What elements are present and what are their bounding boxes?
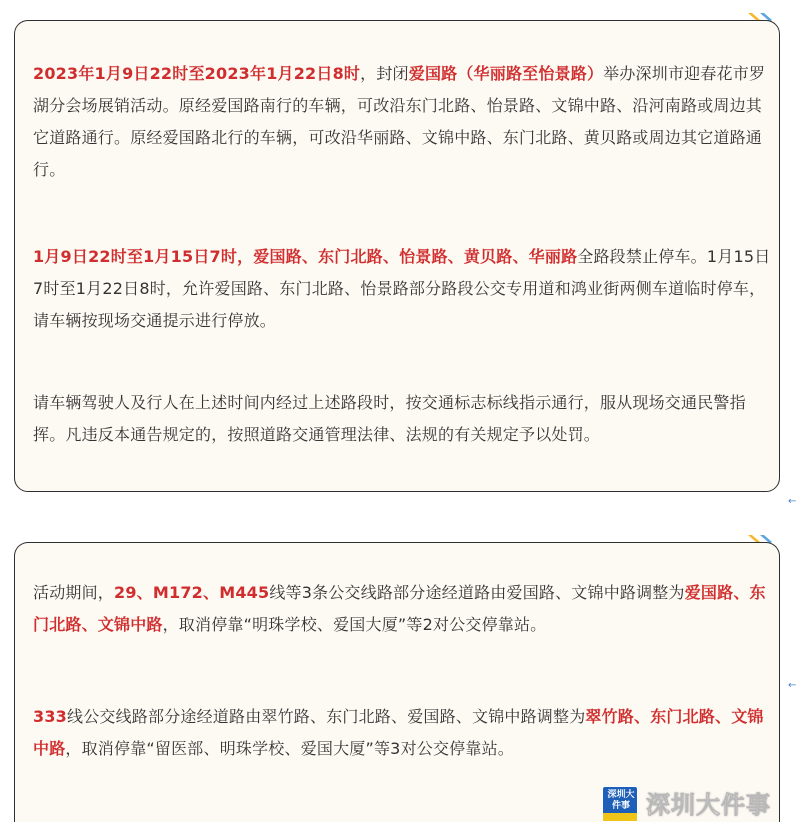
notice-paragraph-bus-line-333 bbox=[33, 701, 775, 765]
watermark-name: 深圳大件事 bbox=[646, 791, 771, 819]
highlighted-text: 2023年1月9日22时至2023年1月22日8时 bbox=[33, 64, 361, 83]
highlighted-text: 爱国路、东门北路、文锦中路 bbox=[33, 583, 766, 634]
notice-card-traffic-control bbox=[14, 20, 780, 492]
notice-card-bus-adjustment bbox=[14, 542, 780, 822]
highlighted-text: 29、M172、M445 bbox=[114, 583, 270, 602]
notice-paragraph-parking-ban bbox=[33, 241, 775, 337]
body-text: ，封闭 bbox=[360, 64, 409, 83]
body-text: ，取消停靠“明珠学校、爱国大厦”等2对公交停靠站。 bbox=[162, 615, 547, 634]
notice-paragraph-compliance bbox=[33, 387, 775, 451]
notice-paragraph-road-closure bbox=[33, 58, 775, 186]
left-arrow-icon: ← bbox=[788, 680, 797, 691]
body-text: 线等3条公交线路部分途经道路由爱国路、文锦中路调整为 bbox=[269, 583, 685, 602]
body-text: 举办深圳市迎春花市罗湖分会场展销活动。原经爱国路南行的车辆，可改沿东门北路、怡景路、文锦中路、沿河南路或周边其它道路通行。原经爱国路北行的车辆，可改沿华丽路、文锦中路、东门北路、黄贝路或周边其它道路通行。 bbox=[33, 64, 766, 179]
watermark-logo-text: 深圳大件事 bbox=[607, 790, 635, 811]
highlighted-text: 爱国路（华丽路至怡景路） bbox=[408, 64, 604, 83]
watermark-logo-icon bbox=[602, 786, 638, 822]
highlighted-text: 333 bbox=[33, 707, 67, 726]
highlighted-text: 翠竹路、东门北路、文锦中路 bbox=[33, 707, 764, 758]
watermark bbox=[602, 786, 800, 826]
notice-paragraph-bus-lines-29-m172-m445 bbox=[33, 577, 775, 641]
left-arrow-icon: ← bbox=[788, 496, 797, 507]
body-text: ，取消停靠“留医部、明珠学校、爱国大厦”等3对公交停靠站。 bbox=[65, 739, 514, 758]
body-text: 活动期间， bbox=[33, 583, 115, 602]
body-text: 全路段禁止停车。1月15日7时至1月22日8时，允许爱国路、东门北路、怡景路部分路段公交专用道和鸿业街两侧车道临时停车，请车辆按现场交通提示进行停放。 bbox=[33, 247, 771, 330]
body-text: 线公交线路部分途经道路由翠竹路、东门北路、爱国路、文锦中路调整为 bbox=[67, 707, 586, 726]
highlighted-text: 1月9日22时至1月15日7时，爱国路、东门北路、怡景路、黄贝路、华丽路 bbox=[33, 247, 578, 266]
body-text: 请车辆驾驶人及行人在上述时间内经过上述路段时，按交通标志标线指示通行，服从现场交通民警指挥。凡违反本通告规定的，按照道路交通管理法律、法规的有关规定予以处罚。 bbox=[33, 393, 746, 444]
